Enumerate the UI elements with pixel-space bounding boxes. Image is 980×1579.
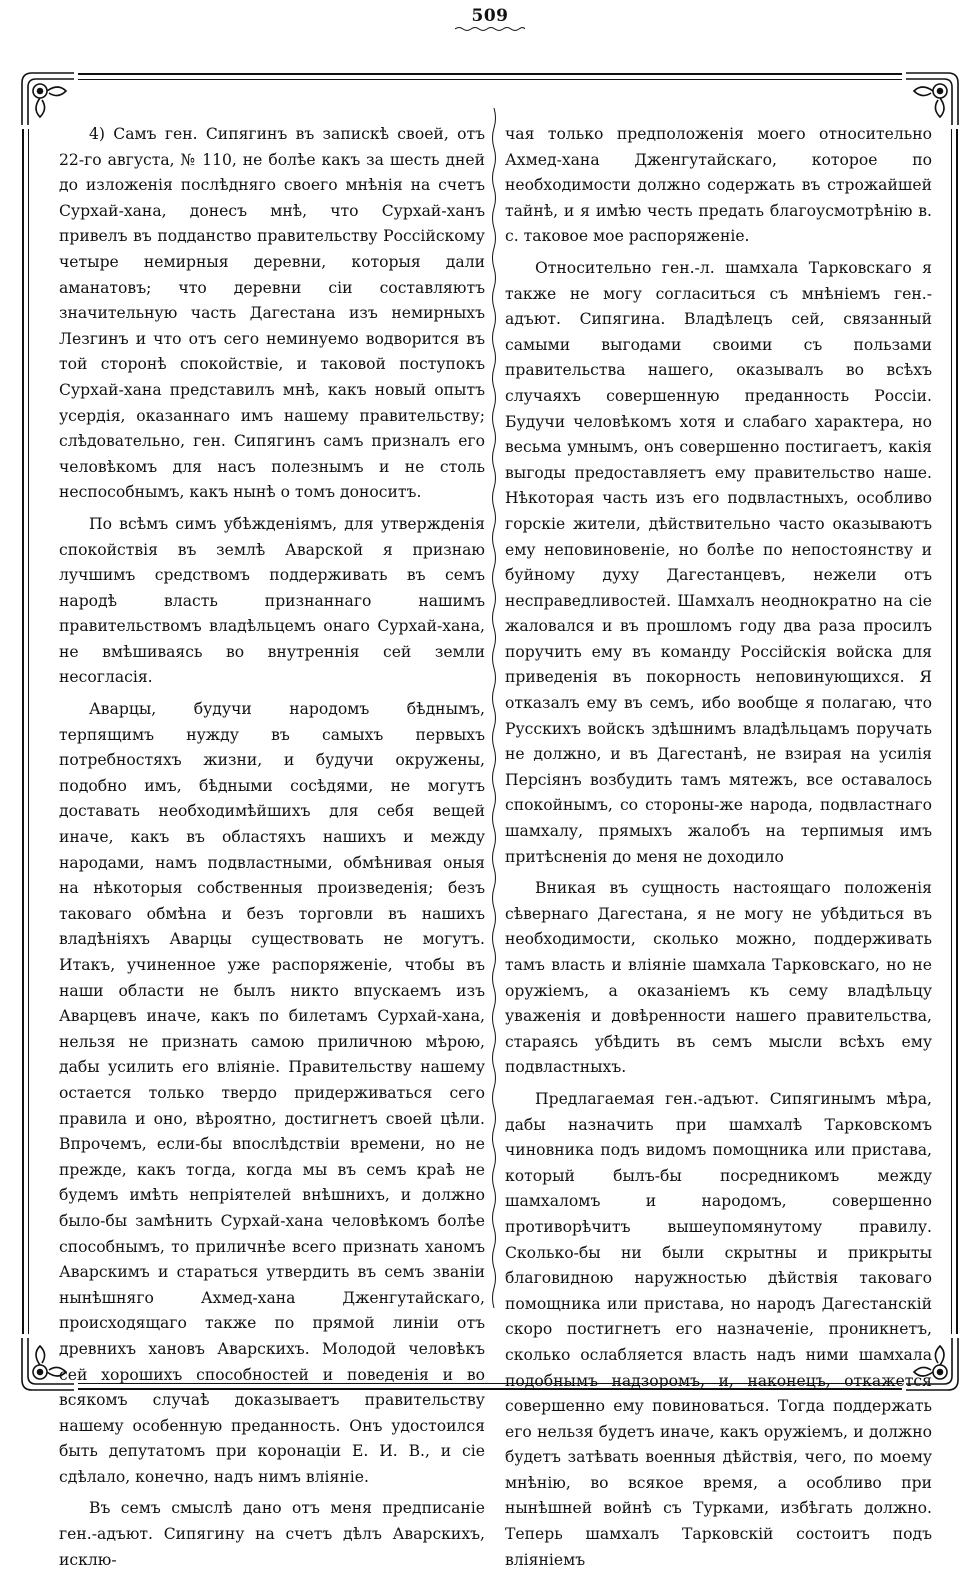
corner-ornament-top-left: [18, 69, 78, 129]
paragraph: Предлагаемая ген.-адъют. Сипягинымъ мѣра, дабы назначить при шамхалѣ Тарковскомъ чиновника подъ видомъ помощника или пристава, который былъ-бы посредникомъ между шамхаломъ и народомъ, совершенно противорѣчитъ вышеупомянутому правилу. Сколько-бы ни были скрытны и прикрыты благовидною наружностью дѣйствія таковаго помощника или пристава, но народъ Дагестанскій скоро постигнетъ его назначеніе, проникнетъ, сколько ослабляется власть надъ ними шамхала подобнымъ надзоромъ, и, наконецъ, откажется совершенно ему повиноваться. Тогда поддержать его нельзя будетъ иначе, какъ оружіемъ, и должно будетъ затѣвать военныя дѣйствія, чего, по моему мнѣнію, во всякое время, а особливо при нынѣшней войнѣ съ Турками, избѣгать должно. Теперь шамхалъ Тарковскій состоитъ подъ вліяніемъ: [505, 1089, 932, 1569]
paragraph: Относительно ген.-л. шамхала Тарковскаго я также не могу согласиться съ мнѣніемъ ген.-адъют. Сипягина. Владѣлецъ сей, связанный самыми выгодами своими съ пользами правительства нашего, оказывалъ во всѣхъ случаяхъ совершенную преданность Россіи. Будучи человѣкомъ хотя и слабаго характера, но весьма умнымъ, онъ совершенно постигаетъ, какія выгоды предоставляетъ ему правительство наше. Нѣкоторая часть изъ его подвластныхъ, особливо горскіе жители, дѣйствительно часто оказываютъ ему неповиновеніе, но болѣе по непостоянству и буйному духу Дагестанцевъ, нежели отъ несправедливостей. Шамхалъ неоднократно на сіе жаловался и въ прошломъ году два раза просилъ поручить ему въ команду Россійскія войска для приведенія въ покорность неповинующихся. Я отказалъ ему въ семъ, ибо вообще я полагаю, что Русскихъ войскъ здѣшнимъ владѣльцамъ поручать не должно, и въ Дагестанѣ, не взирая на усилія Персіянъ возбудить тамъ мятежъ, все оставалось спокойнымъ, со стороны-же народа, подвластнаго шамхалу, прямыхъ жалобъ на терпимыя имъ притѣсненія до меня не доходило: [505, 258, 932, 866]
paragraph: чая только предположенія моего относительно Ахмед-хана Дженгутайскаго, которое по необходимости должно содержать въ строжайшей тайнѣ, и я имѣю честь предать благоусмотрѣнію в. с. таковое мое распоряженіе.: [505, 125, 932, 246]
paragraph: По всѣмъ симъ убѣжденіямъ, для утвержденія спокойствія въ землѣ Аварской я признаю лучшимъ средствомъ поддерживать въ семъ народѣ власть признаннаго нашимъ правительствомъ владѣльцемъ онаго Сурхай-хана, не вмѣшиваясь во внутреннія сей земли несогласія.: [59, 514, 485, 687]
corner-ornament-top-right: [902, 69, 962, 129]
paragraph: Вникая въ сущность настоящаго положенія сѣвернаго Дагестана, я не могу не убѣдиться въ необходимости, сколько можно, поддерживать тамъ власть и вліяніе шамхала Тарковскаго, но не оружіемъ, а оказаніемъ къ сему владѣльцу уваженія и довѣренности нашего правительства, стараясь убѣдить въ семъ мысли всѣхъ ему подвластныхъ.: [505, 879, 932, 1077]
page-number: 509: [471, 6, 509, 26]
column-divider: [489, 108, 499, 1308]
right-column: [505, 122, 932, 1579]
page-number-ornament: [455, 26, 525, 32]
left-column: [59, 122, 485, 1579]
paragraph: 4) Самъ ген. Сипягинъ въ запискѣ своей, отъ 22-го августа, № 110, не болѣе какъ за шесть дней до изложенія послѣдняго своего мнѣнія на счетъ Сурхай-хана, донесъ мнѣ, что Сурхай-ханъ привелъ въ подданство правительству Россійскому четыре немирныя деревни, которыя дали аманатовъ; что деревни сіи составляютъ значительную часть Дагестана изъ немирныхъ Лезгинъ и что отъ сего неминуемо водворится въ той сторонѣ спокойствіе, и таковой поступокъ Сурхай-хана представилъ мнѣ, какъ новый опытъ усердія, оказаннаго имъ нашему правительству; слѣдовательно, ген. Сипягинъ самъ призналъ его человѣкомъ для насъ полезнымъ и не столь неспособнымъ, какъ нынѣ о томъ доноситъ.: [59, 125, 485, 502]
paragraph: Въ семъ смыслѣ дано отъ меня предписаніе ген.-адъют. Сипягину на счетъ дѣлъ Аварскихъ, исклю-: [59, 1499, 485, 1569]
paragraph: Аварцы, будучи народомъ бѣднымъ, терпящимъ нужду въ самыхъ первыхъ потребностяхъ жизни, и будучи окружены, подобно имъ, бѣдными сосѣдями, не могутъ доставать необходимѣйшихъ для себя вещей иначе, какъ въ областяхъ нашихъ и между народами, намъ подвластными, обмѣнивая оныя на нѣкоторыя собственныя произведенія; безъ таковаго обмѣна и безъ торговли въ нашихъ владѣніяхъ Аварцы существовать не могутъ. Итакъ, учиненное уже распоряженіе, чтобы въ наши области не былъ никто впускаемъ изъ Аварцевъ иначе, какъ по билетамъ Сурхай-хана, нельзя не признать самою приличною мѣрою, дабы усилить его вліяніе. Правительству нашему остается только твердо придерживаться сего правила и оно, вѣроятно, достигнетъ своей цѣли. Впрочемъ, если-бы впослѣдствіи времени, но не прежде, какъ тогда, когда мы въ семъ краѣ не будемъ имѣть непріятелей внѣшнихъ, и должно было-бы замѣнить Сурхай-хана человѣкомъ болѣе способнымъ, то приличнѣе всего признать ханомъ Аварскимъ и стараться утвердить въ семъ званіи нынѣшняго Ахмед-хана Дженгутайскаго, происходящаго также по прямой линіи отъ древнихъ хановъ Аварскихъ. Молодой человѣкъ сей хорошихъ способностей и поведенія и во всякомъ случаѣ доказываетъ правительству нашему особенную преданность. Онъ удостоился быть депутатомъ при коронаціи Е. И. В., и сіе сдѣлало, конечно, надъ нимъ вліяніе.: [59, 700, 485, 1486]
